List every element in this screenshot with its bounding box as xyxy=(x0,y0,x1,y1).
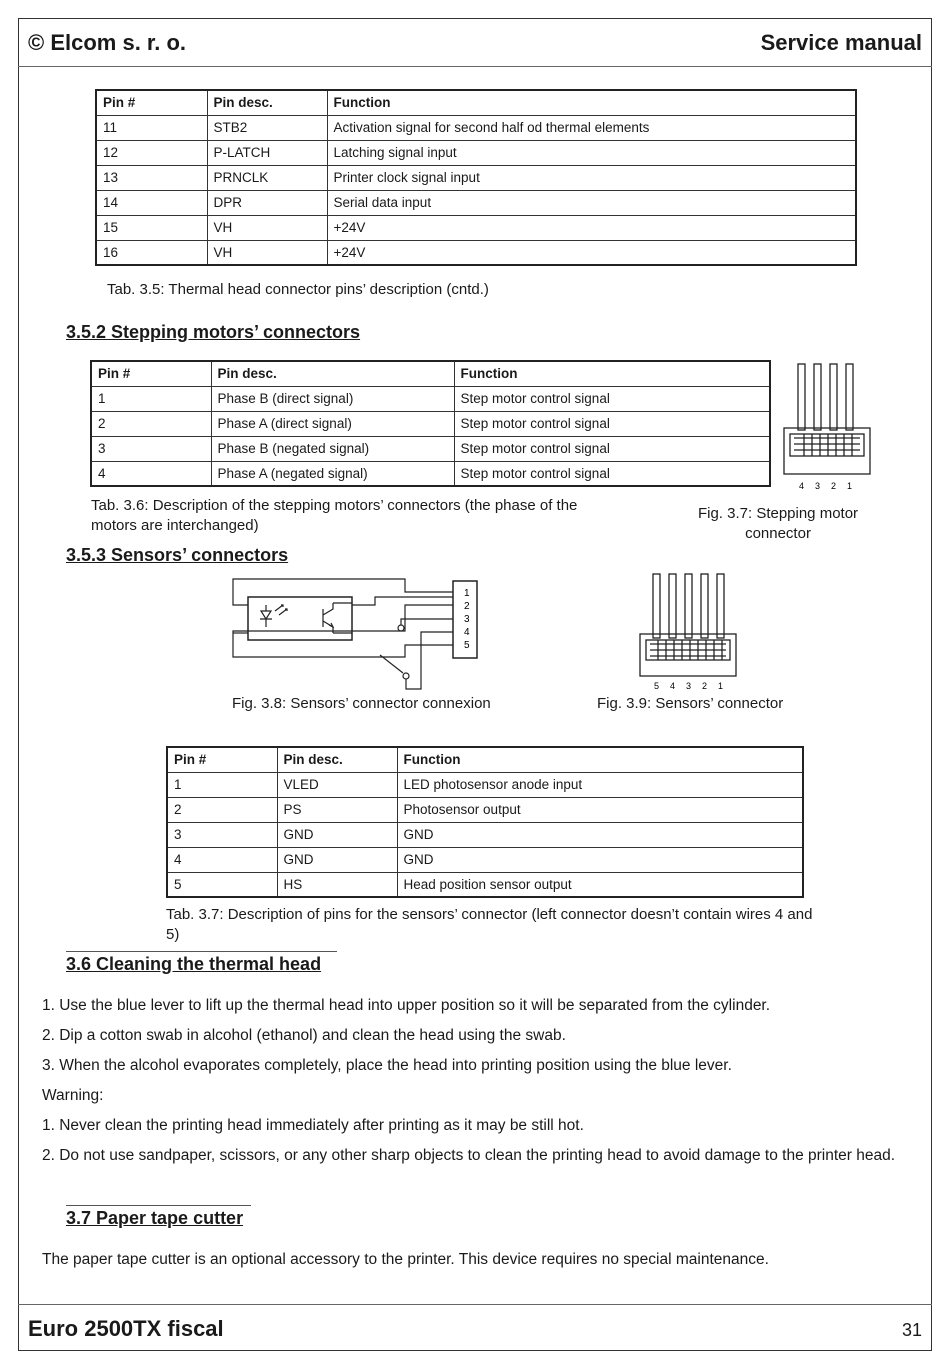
cell: 4 xyxy=(167,847,277,872)
pin-label: 3 xyxy=(464,614,470,625)
cell: GND xyxy=(277,822,397,847)
pin-label: 1 xyxy=(846,481,853,491)
cell: 15 xyxy=(96,215,207,240)
connector-slot xyxy=(790,434,864,456)
footer-product: Euro 2500TX fiscal xyxy=(28,1316,224,1341)
section-36-title: 3.6 Cleaning the thermal head xyxy=(66,954,322,974)
cell: PRNCLK xyxy=(207,165,327,190)
header-rule xyxy=(18,66,932,67)
page-number: 31 xyxy=(901,1320,922,1340)
section-37-title: 3.7 Paper tape cutter xyxy=(66,1208,244,1228)
cell: Activation signal for second half od thermal elements xyxy=(327,115,856,140)
table-row xyxy=(167,847,803,872)
pin-label: 4 xyxy=(669,681,676,691)
wire xyxy=(717,574,724,638)
column-header: Function xyxy=(454,361,770,386)
cell: 3 xyxy=(91,436,211,461)
table-36-caption: Tab. 3.6: Description of the stepping motors’ connectors (the phase of the motors are interchanged) xyxy=(91,497,578,534)
wire xyxy=(830,364,837,430)
header-company: © Elcom s. r. o. xyxy=(28,30,187,55)
cell: LED photosensor anode input xyxy=(397,772,803,797)
table-row xyxy=(96,215,856,240)
wire xyxy=(352,597,453,605)
cell: GND xyxy=(397,822,803,847)
cell: Step motor control signal xyxy=(454,386,770,411)
cell: 2 xyxy=(91,411,211,436)
cell: GND xyxy=(277,847,397,872)
cell: 13 xyxy=(96,165,207,190)
sensors-connector-figure xyxy=(636,570,746,694)
table-row xyxy=(96,165,856,190)
cell: 14 xyxy=(96,190,207,215)
cell: 2 xyxy=(167,797,277,822)
section-rule xyxy=(66,1205,251,1206)
cell: Phase B (direct signal) xyxy=(211,386,454,411)
cell: DPR xyxy=(207,190,327,215)
pin-label: 2 xyxy=(830,481,837,491)
fig-37-caption-line: Fig. 3.7: Stepping motor xyxy=(697,505,859,522)
cell: Latching signal input xyxy=(327,140,856,165)
column-header: Pin desc. xyxy=(211,361,454,386)
cell: Phase B (negated signal) xyxy=(211,436,454,461)
cell: VH xyxy=(207,240,327,265)
column-header: Pin desc. xyxy=(207,90,327,115)
table-row xyxy=(167,797,803,822)
table-thermal-head-pins xyxy=(95,89,857,266)
column-header: Pin desc. xyxy=(277,747,397,772)
pin-label: 4 xyxy=(464,627,470,638)
cell: 4 xyxy=(91,461,211,486)
sensor-schematic-figure xyxy=(225,575,485,690)
table-row xyxy=(96,240,856,265)
pin-label: 3 xyxy=(814,481,821,491)
cell: Photosensor output xyxy=(397,797,803,822)
paragraph: 1. Use the blue lever to lift up the thermal head into upper position so it will be separated from the cylinder. xyxy=(42,997,771,1014)
table-row xyxy=(96,140,856,165)
pin-label: 3 xyxy=(685,681,692,691)
pin-label: 5 xyxy=(464,640,470,651)
cell: HS xyxy=(277,872,397,897)
cell: 11 xyxy=(96,115,207,140)
warning-label: Warning: xyxy=(42,1087,104,1104)
fig-38-caption: Fig. 3.8: Sensors’ connector connexion xyxy=(232,695,491,712)
cell: Printer clock signal input xyxy=(327,165,856,190)
cell: GND xyxy=(397,847,803,872)
table-37-caption: Tab. 3.7: Description of pins for the sensors’ connector (left connector doesn’t contain wires 4 and 5) xyxy=(166,906,813,943)
pin-label: 1 xyxy=(464,588,470,599)
paragraph: 1. Never clean the printing head immediately after printing as it may be still hot. xyxy=(42,1117,584,1134)
fig-39-caption: Fig. 3.9: Sensors’ connector xyxy=(597,695,784,712)
column-header: Function xyxy=(397,747,803,772)
table-row xyxy=(167,772,803,797)
wire xyxy=(798,364,805,430)
paragraph: 2. Dip a cotton swab in alcohol (ethanol) and clean the head using the swab. xyxy=(42,1027,566,1044)
column-header: Function xyxy=(327,90,856,115)
cell: 1 xyxy=(91,386,211,411)
cell: P-LATCH xyxy=(207,140,327,165)
table-row xyxy=(167,822,803,847)
cell: STB2 xyxy=(207,115,327,140)
table-sensor-pins xyxy=(166,746,804,898)
pin-label: 4 xyxy=(798,481,805,491)
cell: Step motor control signal xyxy=(454,461,770,486)
table-35-caption: Tab. 3.5: Thermal head connector pins’ description (cntd.) xyxy=(107,281,489,298)
cell: 16 xyxy=(96,240,207,265)
cell: Head position sensor output xyxy=(397,872,803,897)
table-row xyxy=(91,411,770,436)
pin-label: 1 xyxy=(717,681,724,691)
paragraph: The paper tape cutter is an optional accessory to the printer. This device requires no special maintenance. xyxy=(42,1251,769,1268)
cell: 1 xyxy=(167,772,277,797)
cell: +24V xyxy=(327,240,856,265)
footer-rule xyxy=(18,1304,932,1305)
cell: PS xyxy=(277,797,397,822)
cell: +24V xyxy=(327,215,856,240)
connector-body xyxy=(784,428,870,474)
table-row xyxy=(91,461,770,486)
wire xyxy=(685,574,692,638)
wire xyxy=(846,364,853,430)
header-title: Service manual xyxy=(760,30,922,55)
stepping-motor-connector-figure xyxy=(780,360,880,495)
table-row xyxy=(167,872,803,897)
table-row xyxy=(91,386,770,411)
column-header: Pin # xyxy=(96,90,207,115)
fig-37-caption-line: connector xyxy=(745,525,811,542)
section-352-title: 3.5.2 Stepping motors’ connectors xyxy=(66,322,361,342)
fig-37-caption xyxy=(680,504,876,544)
cell: Phase A (negated signal) xyxy=(211,461,454,486)
wire xyxy=(669,574,676,638)
table-stepping-motor-pins xyxy=(90,360,771,487)
paragraph: 3. When the alcohol evaporates completely, place the head into printing position using the blue lever. xyxy=(42,1057,732,1074)
section-rule xyxy=(66,951,337,952)
column-header: Pin # xyxy=(167,747,277,772)
pin-label: 5 xyxy=(653,681,660,691)
column-header: Pin # xyxy=(91,361,211,386)
cell: Serial data input xyxy=(327,190,856,215)
cell: Phase A (direct signal) xyxy=(211,411,454,436)
table-row xyxy=(96,115,856,140)
cell: 5 xyxy=(167,872,277,897)
cell: VH xyxy=(207,215,327,240)
section-353-title: 3.5.3 Sensors’ connectors xyxy=(66,545,289,565)
cell: VLED xyxy=(277,772,397,797)
cell: 3 xyxy=(167,822,277,847)
table-row xyxy=(96,190,856,215)
cell: Step motor control signal xyxy=(454,436,770,461)
pin-label: 2 xyxy=(701,681,708,691)
cell: 12 xyxy=(96,140,207,165)
paragraph: 2. Do not use sandpaper, scissors, or any other sharp objects to clean the printing head to avoid damage to the printer head. xyxy=(42,1147,896,1164)
wire xyxy=(653,574,660,638)
pin-label: 2 xyxy=(464,601,470,612)
wire xyxy=(814,364,821,430)
wire xyxy=(701,574,708,638)
cell: Step motor control signal xyxy=(454,411,770,436)
table-row xyxy=(91,436,770,461)
